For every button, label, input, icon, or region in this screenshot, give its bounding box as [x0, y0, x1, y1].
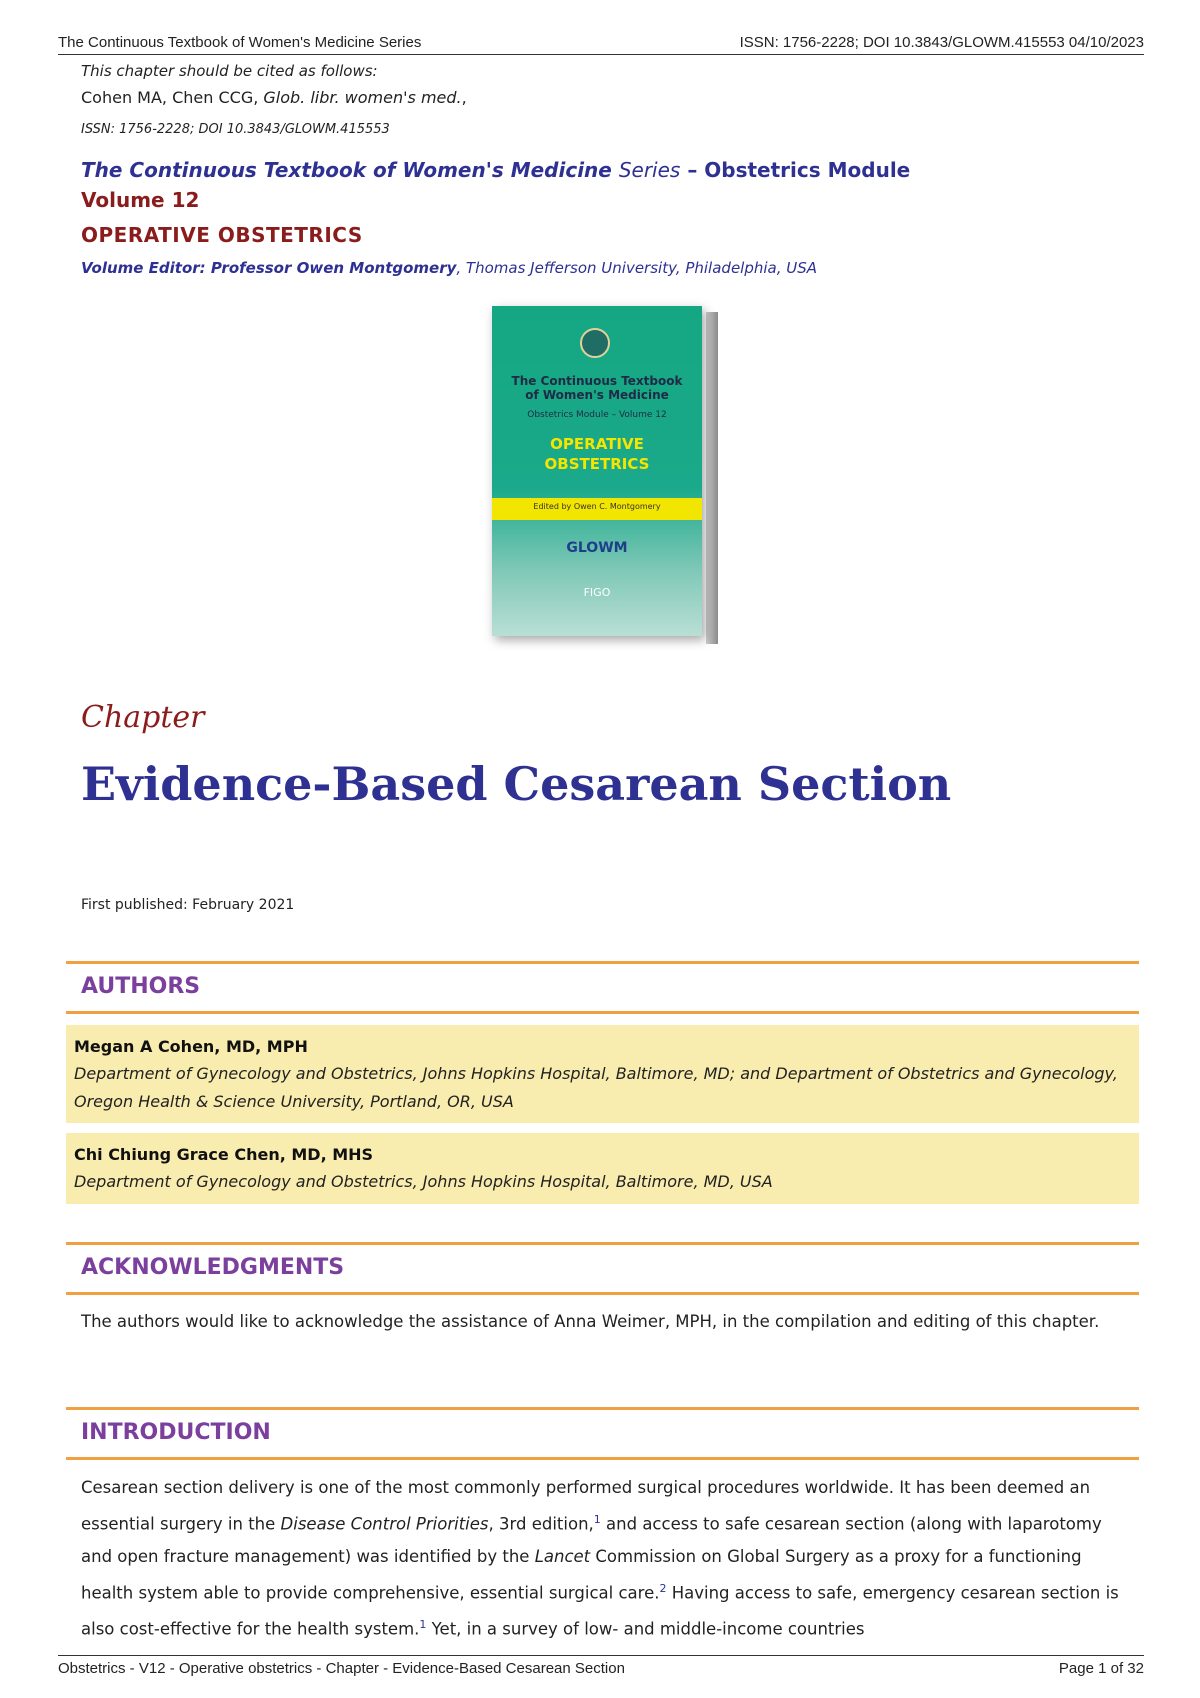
cover-title-line2: of Women's Medicine [525, 388, 669, 402]
intro-italic-1: Disease Control Priorities [280, 1514, 489, 1534]
published-date: First published: February 2021 [81, 897, 295, 913]
cover-editor: Edited by Owen C. Montgomery [533, 502, 661, 511]
section-rule [66, 1457, 1139, 1460]
book-spine [706, 312, 718, 644]
intro-text-3: and access to safe cesarean section (along with laparotomy and open fracture management) was identified by the [81, 1514, 1102, 1566]
seal-icon [580, 328, 610, 358]
citation-journal-suffix: , [461, 88, 467, 107]
intro-italic-2: Lancet [534, 1546, 591, 1566]
author-name: Chi Chiung Grace Chen, MD, MHS [74, 1145, 374, 1164]
section-rule [66, 1011, 1139, 1014]
acknowledgments-text: The authors would like to acknowledge the assistance of Anna Weimer, MPH, in the compilation and editing of this chapter. [81, 1312, 1100, 1331]
author-card [66, 1025, 1139, 1123]
reference-link[interactable]: 1 [593, 1513, 601, 1526]
introduction-text [81, 1472, 1121, 1646]
intro-text-4: Commission on Global Surgery as a proxy for a functioning health system able to provide comprehensive, essential surgical care. [81, 1546, 1082, 1602]
cover-volume-title [506, 434, 688, 474]
intro-text-1: Cesarean section delivery is one of the most commonly performed surgical procedures worldwide. It has been deemed an essential surgery in the [81, 1478, 1091, 1534]
book-cover-image [492, 306, 708, 646]
figo-logo: FIGO [583, 586, 611, 599]
cover-module: Obstetrics Module – Volume 12 [527, 410, 667, 420]
header-series: The Continuous Textbook of Women's Medicine Series [58, 34, 422, 51]
section-rule [66, 1407, 1139, 1410]
volume-title: OPERATIVE OBSTETRICS [81, 223, 363, 247]
acknowledgments-heading: ACKNOWLEDGMENTS [81, 1255, 345, 1280]
book-cover [492, 306, 702, 636]
series-word: Series [618, 158, 681, 182]
series-line [81, 158, 910, 182]
section-rule [66, 1292, 1139, 1295]
series-title: The Continuous Textbook of Women's Medicine [81, 158, 612, 182]
cover-op-line1: OPERATIVE [550, 435, 644, 453]
footer-page: Page 1 of 32 [1058, 1660, 1144, 1677]
header-issn: ISSN: 1756-2228; DOI 10.3843/GLOWM.415553 04/10/2023 [739, 34, 1144, 51]
chapter-label: Chapter [81, 700, 205, 735]
cover-title-line1: The Continuous Textbook [511, 374, 683, 388]
introduction-heading: INTRODUCTION [81, 1420, 271, 1445]
editor-affiliation: , Thomas Jefferson University, Philadelphia, USA [456, 259, 818, 277]
volume-editor [81, 259, 817, 277]
reference-link[interactable]: 2 [659, 1581, 667, 1595]
glowm-logo: GLOWM [566, 540, 628, 556]
cover-op-line2: OBSTETRICS [544, 455, 650, 473]
citation-issn: ISSN: 1756-2228; DOI 10.3843/GLOWM.415553 [81, 122, 390, 137]
authors-heading: AUTHORS [81, 974, 201, 999]
intro-text-5: Having access to safe, emergency cesarean section is also cost-effective for the health system. [81, 1583, 1119, 1639]
section-rule [66, 961, 1139, 964]
chapter-title: Evidence-Based Cesarean Section [81, 757, 952, 811]
author-affiliation: Department of Gynecology and Obstetrics, Johns Hopkins Hospital, Baltimore, MD, USA [74, 1172, 773, 1191]
citation-reference [81, 88, 467, 122]
intro-text-2: , 3rd edition, [488, 1514, 594, 1534]
citation-block [81, 62, 467, 137]
intro-text-6: Yet, in a survey of low- and middle-income countries [426, 1619, 865, 1639]
section-rule [66, 1242, 1139, 1245]
volume-number: Volume 12 [81, 188, 200, 212]
series-module: – Obstetrics Module [687, 158, 911, 182]
reference-link[interactable]: 1 [419, 1618, 427, 1631]
author-affiliation: Department of Gynecology and Obstetrics, Johns Hopkins Hospital, Baltimore, MD; and Department of Obstetrics and Gynecology, Oregon Health & Science University, Portland, OR, USA [74, 1064, 1118, 1111]
footer-chapter: Obstetrics - V12 - Operative obstetrics - Chapter - Evidence-Based Cesarean Section [58, 1660, 625, 1677]
citation-intro: This chapter should be cited as follows: [81, 62, 378, 80]
author-name: Megan A Cohen, MD, MPH [74, 1037, 308, 1056]
citation-authors: Cohen MA, Chen CCG, [81, 88, 264, 107]
running-footer [58, 1655, 1144, 1677]
citation-journal: Glob. libr. women's med. [263, 88, 462, 107]
running-header [58, 34, 1144, 55]
cover-title [506, 374, 688, 402]
author-card [66, 1133, 1139, 1204]
editor-label: Volume Editor: Professor Owen Montgomery [81, 259, 457, 277]
